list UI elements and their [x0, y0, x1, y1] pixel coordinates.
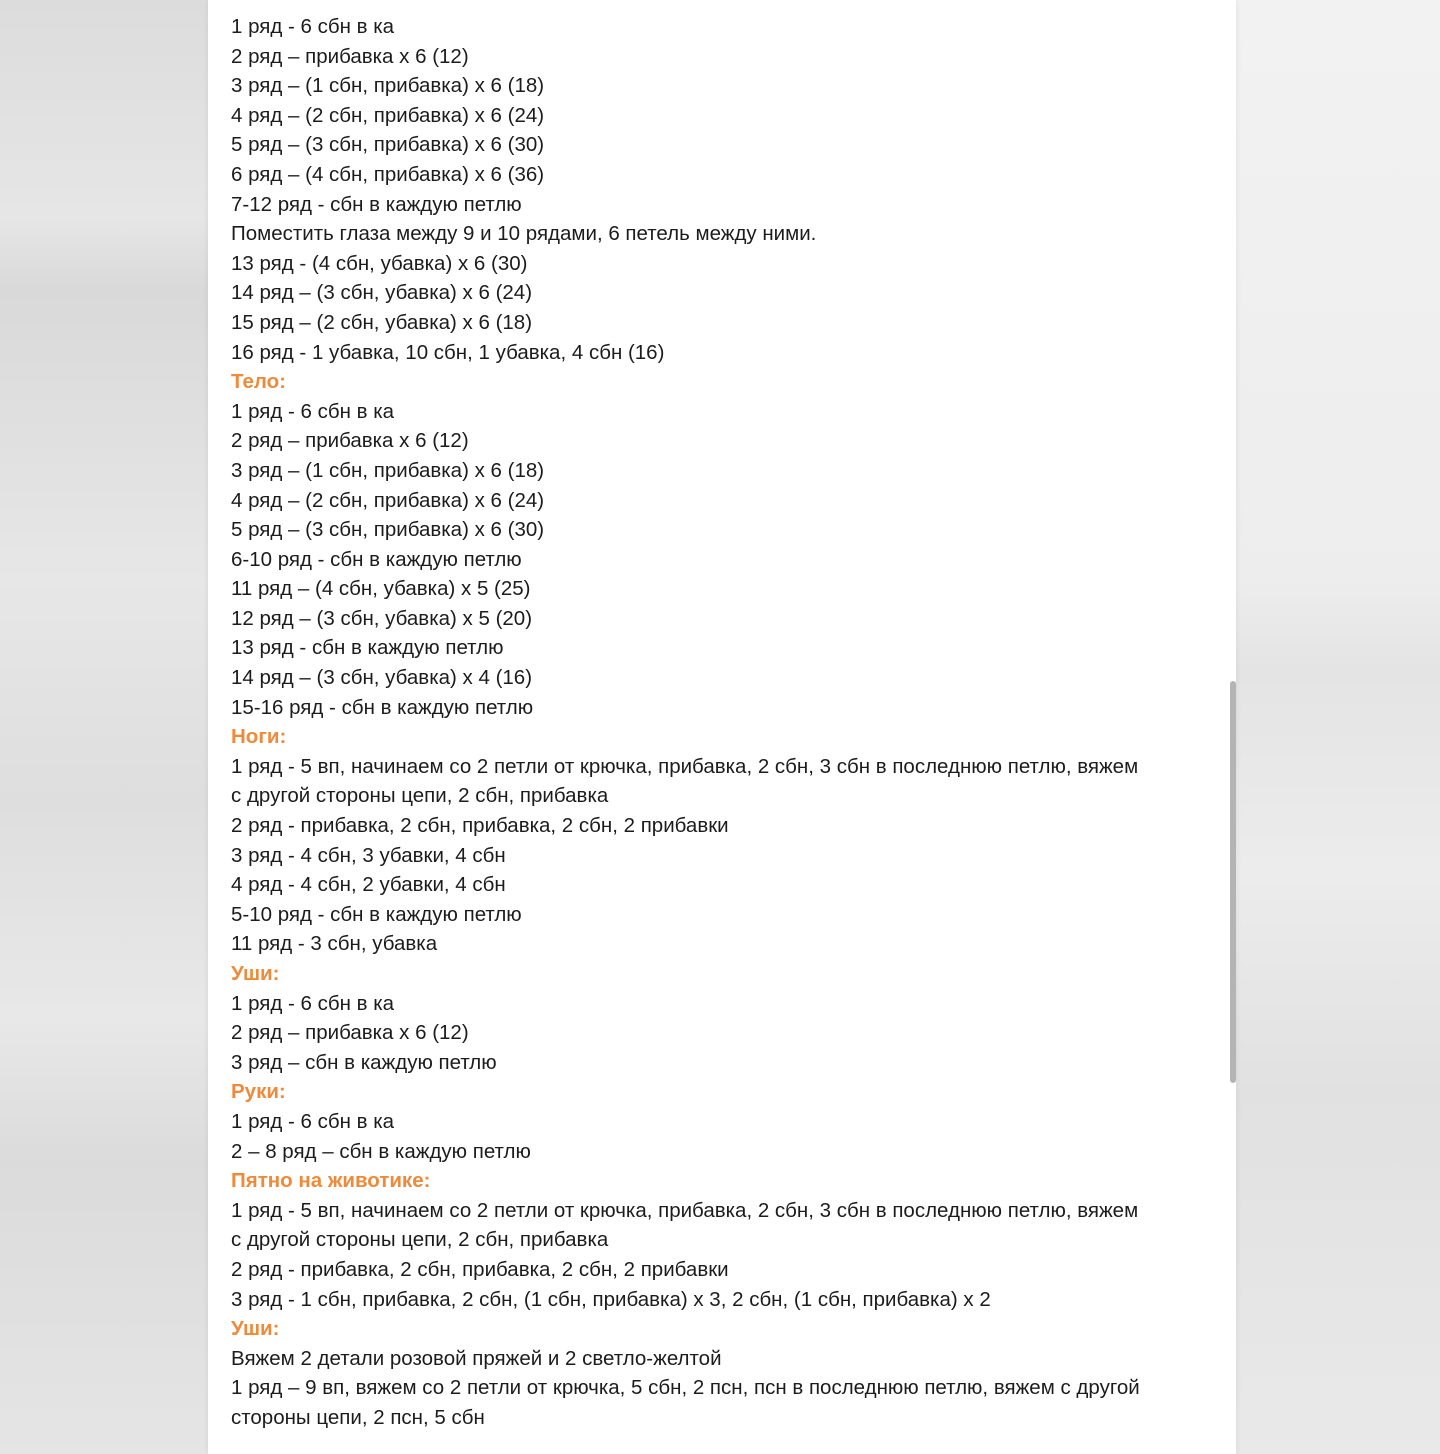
blurred-background-right — [1236, 0, 1440, 1454]
pattern-line: 1 ряд - 5 вп, начинаем со 2 петли от крючка, прибавка, 2 сбн, 3 сбн в последнюю петлю, вяжем — [231, 1198, 1139, 1222]
pattern-line: 4 ряд - 4 сбн, 2 убавки, 4 сбн — [231, 873, 506, 897]
pattern-line: стороны цепи, 2 псн, 5 сбн — [231, 1405, 485, 1429]
pattern-line: 11 ряд - 3 сбн, убавка — [231, 932, 438, 956]
pattern-line: с другой стороны цепи, 2 сбн, прибавка — [231, 1228, 609, 1252]
pattern-line: 2 ряд – прибавка х 6 (12) — [231, 429, 469, 453]
pattern-line: 13 ряд - (4 сбн, убавка) х 6 (30) — [231, 251, 528, 275]
section-ears-2 — [231, 1314, 1226, 1432]
section-belly-spot — [231, 1166, 1226, 1314]
pattern-line: 4 ряд – (2 сбн, прибавка) х 6 (24) — [231, 488, 545, 512]
pattern-line: 16 ряд - 1 убавка, 10 сбн, 1 убавка, 4 сбн (16) — [231, 340, 665, 364]
pattern-line: 5 ряд – (3 сбн, прибавка) х 6 (30) — [231, 133, 545, 157]
pattern-line: 2 – 8 ряд – сбн в каждую петлю — [231, 1139, 531, 1163]
pattern-line: 1 ряд - 6 сбн в ка — [231, 1109, 395, 1133]
pattern-line: 6 ряд – (4 сбн, прибавка) х 6 (36) — [231, 162, 545, 186]
pattern-line: 15 ряд – (2 сбн, убавка) х 6 (18) — [231, 310, 533, 334]
pattern-line: 12 ряд – (3 сбн, убавка) х 5 (20) — [231, 606, 533, 630]
pattern-line: 5-10 ряд - сбн в каждую петлю — [231, 902, 522, 926]
section-heading-body: Тело: — [231, 370, 287, 394]
pattern-line: 7-12 ряд - сбн в каждую петлю — [231, 192, 522, 216]
pattern-line: 3 ряд – (1 сбн, прибавка) х 6 (18) — [231, 74, 545, 98]
section-heading-arms: Руки: — [231, 1080, 286, 1104]
pattern-line: Вяжем 2 детали розовой пряжей и 2 светло-желтой — [231, 1346, 722, 1370]
pattern-line: 3 ряд - 1 сбн, прибавка, 2 сбн, (1 сбн, прибавка) х 3, 2 сбн, (1 сбн, прибавка) х 2 — [231, 1287, 991, 1311]
pattern-line: 1 ряд - 6 сбн в ка — [231, 991, 395, 1015]
section-legs — [231, 722, 1226, 959]
section-heading-ears: Уши: — [231, 962, 280, 985]
section-heading-belly-spot: Пятно на животике: — [231, 1169, 431, 1193]
pattern-line: с другой стороны цепи, 2 сбн, прибавка — [231, 784, 609, 808]
pattern-line: 1 ряд – 9 вп, вяжем со 2 петли от крючка, 5 сбн, 2 псн, псн в последнюю петлю, вяжем с другой — [231, 1376, 1140, 1400]
pattern-line: 11 ряд – (4 сбн, убавка) х 5 (25) — [231, 577, 531, 601]
pattern-line: 2 ряд - прибавка, 2 сбн, прибавка, 2 сбн, 2 прибавки — [231, 1257, 729, 1281]
pattern-line: 13 ряд - сбн в каждую петлю — [231, 636, 504, 660]
scrollbar-thumb[interactable] — [1230, 681, 1236, 1083]
document-content — [231, 12, 1226, 1433]
pattern-line: 3 ряд – (1 сбн, прибавка) х 6 (18) — [231, 458, 545, 482]
blurred-background-left — [0, 0, 208, 1454]
pattern-line: 15-16 ряд - сбн в каждую петлю — [231, 695, 534, 719]
pattern-line: 2 ряд - прибавка, 2 сбн, прибавка, 2 сбн, 2 прибавки — [231, 814, 729, 838]
document-page — [208, 0, 1236, 1454]
section-ears — [231, 959, 1226, 1077]
pattern-line: 1 ряд - 6 сбн в ка — [231, 15, 395, 38]
pattern-line: 2 ряд – прибавка х 6 (12) — [231, 44, 469, 68]
pattern-line: 3 ряд - 4 сбн, 3 убавки, 4 сбн — [231, 843, 506, 867]
section-head-rows — [231, 12, 1226, 367]
pattern-line: 5 ряд – (3 сбн, прибавка) х 6 (30) — [231, 518, 545, 542]
section-heading-ears-2: Уши: — [231, 1317, 280, 1341]
pattern-line: 1 ряд - 6 сбн в ка — [231, 399, 395, 423]
pattern-line: 2 ряд – прибавка х 6 (12) — [231, 1021, 469, 1045]
pattern-line: Поместить глаза между 9 и 10 рядами, 6 петель между ними. — [231, 222, 817, 246]
pattern-line: 1 ряд - 5 вп, начинаем со 2 петли от крючка, прибавка, 2 сбн, 3 сбн в последнюю петлю, вяжем — [231, 754, 1139, 778]
pattern-line: 6-10 ряд - сбн в каждую петлю — [231, 547, 522, 571]
section-heading-legs: Ноги: — [231, 725, 287, 749]
pattern-line: 4 ряд – (2 сбн, прибавка) х 6 (24) — [231, 103, 545, 127]
section-arms — [231, 1077, 1226, 1166]
pattern-line: 14 ряд – (3 сбн, убавка) х 4 (16) — [231, 666, 533, 690]
pattern-line: 14 ряд – (3 сбн, убавка) х 6 (24) — [231, 281, 533, 305]
pattern-line: 3 ряд – сбн в каждую петлю — [231, 1050, 497, 1074]
section-body — [231, 367, 1226, 722]
